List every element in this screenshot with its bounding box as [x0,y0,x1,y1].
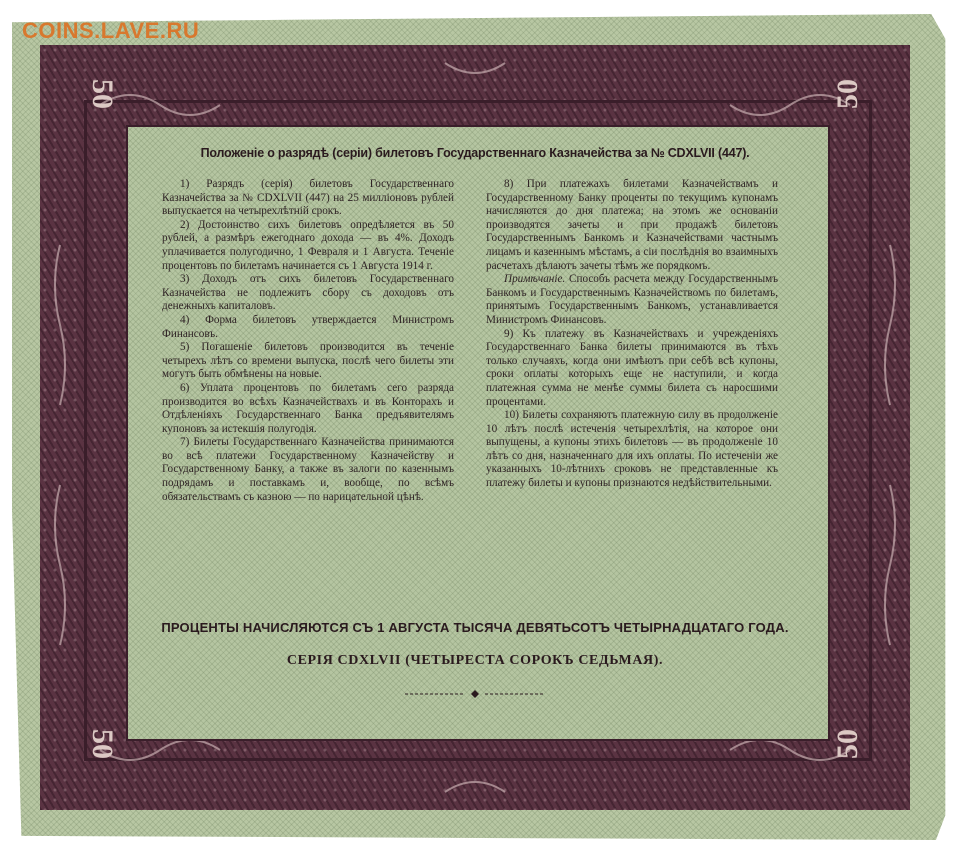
document-heading: Положеніе о разрядѣ (серіи) билетовъ Государственнаго Казначейства за № CDXLVII (447). [200,146,750,160]
note-label: Примѣчаніе. [504,273,566,286]
note-text: Способъ расчета между Государственнымъ Банкомъ и Государственнымъ Казначействомъ по билетамъ, принятымъ Государственнымъ Банкомъ, устанавливается Министромъ Финансовъ. [486,273,778,326]
clause-10: 10) Билеты сохраняютъ платежную силу въ продолженіе 10 лѣтъ послѣ истеченія четырехлѣтія, на которое они выпущены, а купоны этихъ билетовъ — въ продолженіе 10 лѣтъ со дня, назначеннаго для ихъ оплаты. По истеченіи же указанныхъ 10-лѣтнихъ сроковъ не представленные къ платежу билеты и купоны признаются недѣйствительными. [486,409,778,490]
clause-2: 2) Достоинство сихъ билетовъ опредѣляется въ 50 рублей, а размѣръ ежегоднаго дохода — въ 4%. Доходъ уплачивается полугодично, 1 Февраля и 1 Августа. Теченіе процентовъ по билетамъ начинается съ 1 Августа 1914 г. [162,218,454,272]
clause-7: 7) Билеты Государственнаго Казначейства принимаются во всѣ платежи Государственному Казначейству и Государственному Банку, а также въ залоги по казеннымъ подрядамъ и поставкамъ и, вообще, по всѣмъ обязательствамъ съ казною — по нарицательной цѣнѣ. [162,436,454,503]
right-column [486,178,778,491]
left-column [162,178,454,504]
corner-denomination-top-right: 50 [831,79,864,109]
corner-denomination-top-left: 50 [86,79,119,109]
watermark-text: COINS.LAVE.RU [22,18,200,43]
corner-denomination-bottom-right: 50 [831,729,864,759]
clause-note [486,273,778,327]
clause-1: 1) Разрядъ (серія) билетовъ Государственнаго Казначейства за № CDXLVII (447) на 25 милліоновъ рублей выпускается на четырехлѣтній срокъ. [162,178,454,218]
corner-denomination-bottom-left: 50 [86,729,119,759]
clause-3: 3) Доходъ отъ сихъ билетовъ Государственнаго Казначейства не подлежитъ сбору съ доходовъ отъ денежныхъ капиталовъ. [162,273,454,313]
series-statement: СЕРІЯ CDXLVII (ЧЕТЫРЕСТА СОРОКЪ СЕДЬМАЯ). [286,653,664,668]
interest-statement: ПРОЦЕНТЫ НАЧИСЛЯЮТСЯ СЪ 1 АВГУСТА ТЫСЯЧА ДЕВЯТЬСОТЪ ЧЕТЫРНАДЦАТАГО ГОДА. [161,620,789,635]
clause-4: 4) Форма билетовъ утверждается Министромъ Финансовъ. [162,313,454,340]
clause-5: 5) Погашеніе билетовъ производится въ теченіе четырехъ лѣтъ со времени выпуска, послѣ чего билеты эти могутъ быть обмѣнены на новые. [162,341,454,381]
clause-8: 8) При платежахъ билетами Казначействамъ и Государственному Банку проценты по текущимъ купонамъ начисляются до дня платежа; на этомъ же основаніи производятся зачеты и при продажѣ билетовъ Государственнымъ Банкомъ и Казначействами частнымъ лицамъ и казеннымъ мѣстамъ, а сіи послѣднія во взаимныхъ расчетахъ дѣлаютъ зачеты тѣмъ же порядкомъ. [486,178,778,272]
clause-9: 9) Къ платежу въ Казначействахъ и учрежденіяхъ Государственнаго Банка билеты принимаются въ тѣхъ только случаяхъ, когда они имѣютъ при себѣ всѣ купоны, сроки оплаты которыхъ еще не наступили, и когда платежная сумма не менѣе суммы билета съ наросшими процентами. [486,327,778,408]
ornamental-divider [405,690,545,698]
clause-6: 6) Уплата процентовъ по билетамъ сего разряда производится во всѣхъ Казначействахъ и въ Конторахъ и Отдѣленіяхъ Государственнаго Банка предъявителямъ купоновъ за истекшія полугодія. [162,381,454,435]
